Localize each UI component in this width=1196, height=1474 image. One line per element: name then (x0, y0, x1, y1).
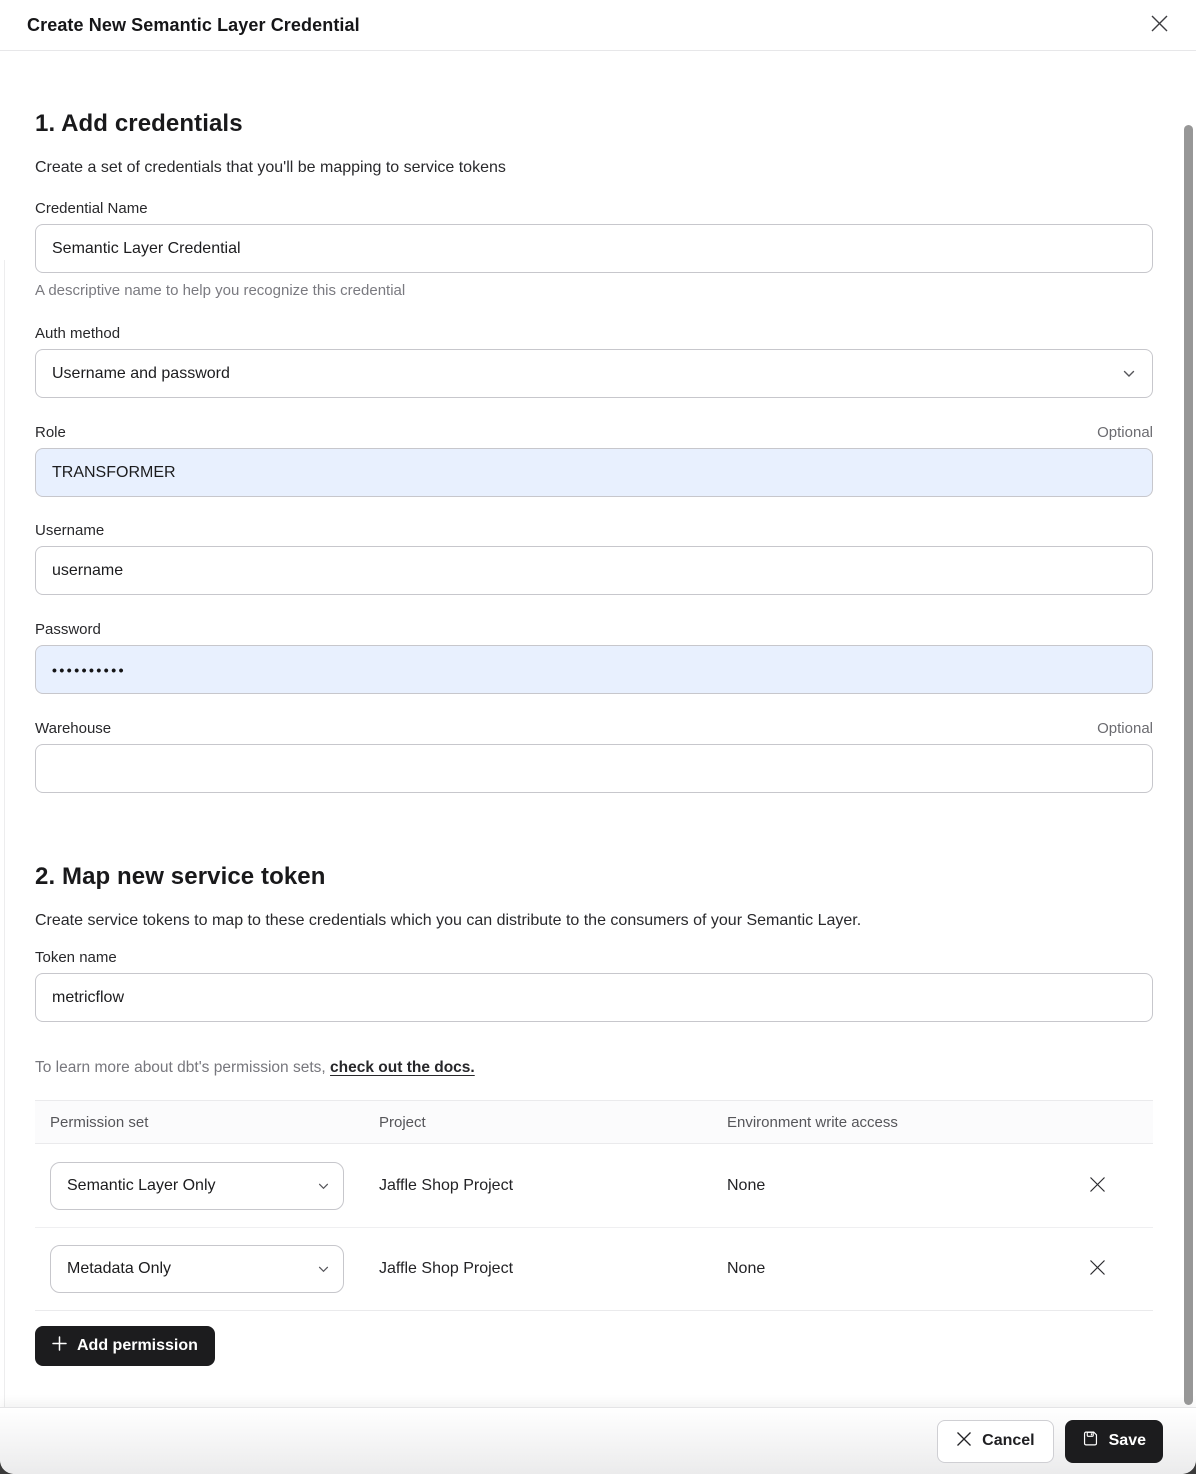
warehouse-optional-badge: Optional (1097, 720, 1153, 737)
env-write-access-cell: None (727, 1260, 766, 1277)
role-optional-badge: Optional (1097, 424, 1153, 441)
modal-header (0, 0, 1196, 51)
permission-set-value: Semantic Layer Only (67, 1176, 216, 1194)
vertical-scrollbar-thumb[interactable] (1184, 125, 1193, 1405)
permissions-table (35, 1100, 1153, 1311)
section1-heading: 1. Add credentials (35, 110, 243, 137)
modal-footer (0, 1407, 1196, 1474)
chevron-down-icon (318, 1260, 329, 1278)
token-name-label: Token name (35, 949, 117, 966)
auth-method-label: Auth method (35, 325, 121, 342)
save-label: Save (1108, 1432, 1146, 1449)
permission-set-select-row2[interactable] (50, 1245, 344, 1293)
credential-name-label: Credential Name (35, 200, 148, 217)
save-icon (1082, 1430, 1099, 1452)
save-button[interactable] (1065, 1420, 1163, 1463)
close-icon (1089, 1176, 1106, 1196)
table-row (35, 1144, 1153, 1227)
project-cell: Jaffle Shop Project (379, 1176, 514, 1194)
role-label: Role (35, 424, 66, 441)
warehouse-label: Warehouse (35, 720, 112, 737)
section2-description: Create service tokens to map to these credentials which you can distribute to the consumers of your Semantic Layer. (35, 912, 862, 929)
chevron-down-icon (1123, 365, 1135, 383)
docs-line (35, 1059, 1153, 1077)
col-project: Project (379, 1113, 426, 1131)
close-icon (1150, 14, 1169, 36)
remove-permission-button-row1[interactable] (1083, 1172, 1111, 1200)
credential-name-input[interactable] (35, 224, 1153, 273)
username-label: Username (35, 522, 105, 539)
password-input[interactable] (35, 645, 1153, 694)
close-icon (1089, 1259, 1106, 1279)
credential-name-helper: A descriptive name to help you recognize this credential (35, 282, 406, 299)
remove-permission-button-row2[interactable] (1083, 1255, 1111, 1283)
auth-method-value: Username and password (52, 364, 230, 382)
username-input[interactable] (35, 546, 1153, 595)
warehouse-input[interactable] (35, 744, 1153, 793)
add-permission-label: Add permission (77, 1337, 198, 1354)
token-name-input[interactable] (35, 973, 1153, 1022)
section1-description: Create a set of credentials that you'll be mapping to service tokens (35, 159, 506, 176)
close-icon (956, 1431, 972, 1452)
cancel-label: Cancel (982, 1432, 1035, 1449)
auth-method-select[interactable] (35, 349, 1153, 398)
close-button[interactable] (1146, 12, 1172, 38)
permissions-table-header (35, 1101, 1153, 1144)
modal-left-edge (4, 260, 5, 1435)
col-env-write-access: Environment write access (727, 1113, 898, 1131)
add-permission-button[interactable] (35, 1326, 215, 1366)
modal-title: Create New Semantic Layer Credential (27, 14, 360, 35)
col-permission-set: Permission set (50, 1113, 149, 1131)
permission-set-select-row1[interactable] (50, 1162, 344, 1210)
password-label: Password (35, 621, 101, 638)
section2-heading: 2. Map new service token (35, 863, 326, 890)
permission-set-value: Metadata Only (67, 1260, 172, 1277)
docs-link[interactable]: check out the docs. (330, 1059, 475, 1076)
docs-text: To learn more about dbt's permission sets, (35, 1059, 326, 1076)
plus-icon (52, 1336, 67, 1356)
modal-body (0, 110, 1196, 1366)
project-cell: Jaffle Shop Project (379, 1260, 514, 1277)
cancel-button[interactable] (937, 1420, 1053, 1463)
chevron-down-icon (318, 1177, 329, 1195)
table-row (35, 1227, 1153, 1310)
role-input[interactable] (35, 448, 1153, 497)
env-write-access-cell: None (727, 1176, 766, 1194)
